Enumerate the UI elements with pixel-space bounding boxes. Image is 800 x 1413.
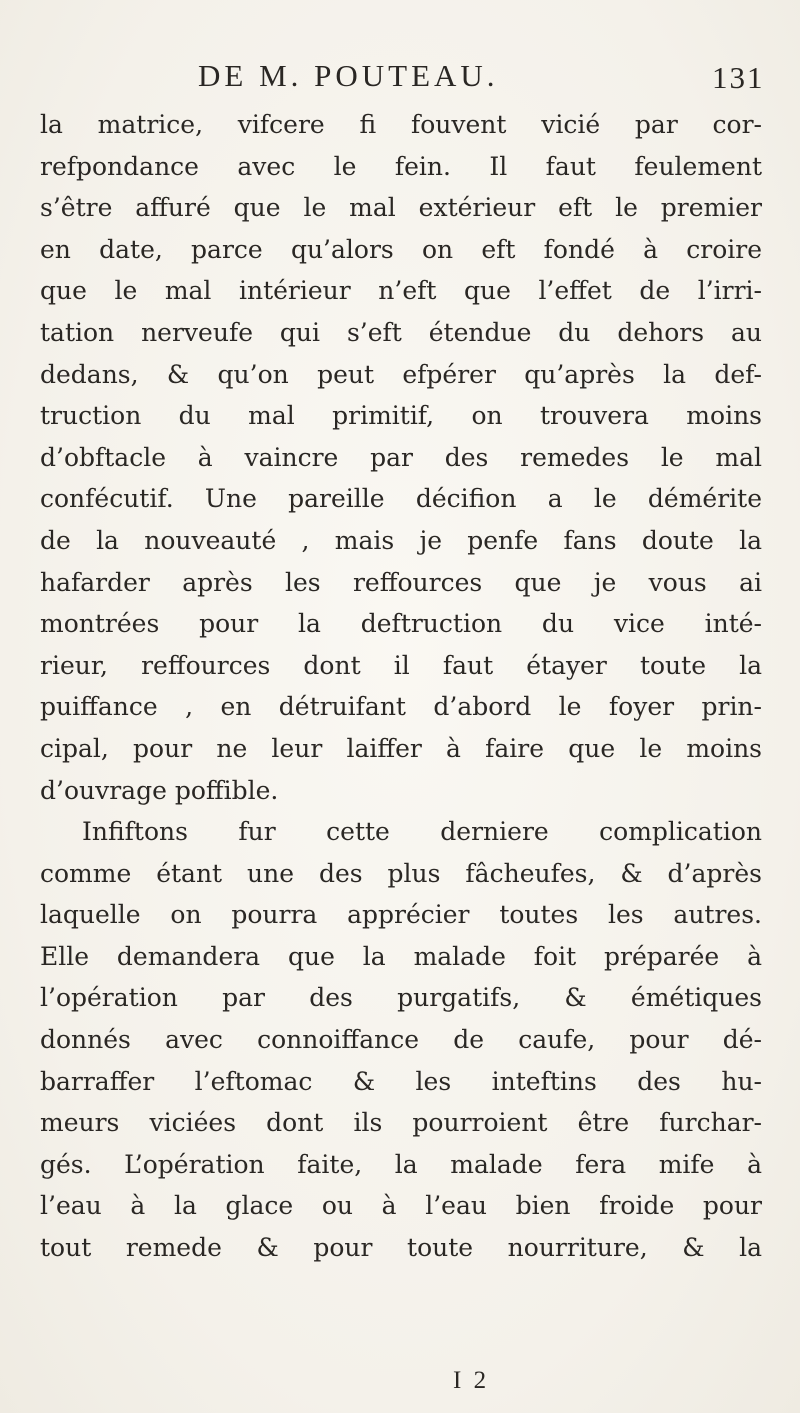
text-line: laquelle on pourra apprécier toutes les autres. — [40, 900, 762, 930]
text-line: confécutif. Une pareille décifion a le démérite — [40, 484, 762, 514]
text-line: que le mal intérieur n’eft que l’effet de l’irri- — [40, 276, 762, 306]
text-line: l’eau à la glace ou à l’eau bien froide pour — [40, 1191, 762, 1221]
text-line: refpondance avec le fein. Il faut feulement — [40, 151, 762, 181]
running-title: DE M. POUTEAU. — [198, 58, 499, 93]
text-line: tation nerveufe qui s’eft étendue du dehors au — [40, 317, 762, 347]
text-line: comme étant une des plus fâcheufes, & d’après — [40, 858, 762, 888]
text-line: truction du mal primitif, on trouvera moins — [40, 401, 762, 431]
signature-mark: I 2 — [453, 1367, 490, 1394]
text-line: hafarder après les reffources que je vous ai — [40, 567, 762, 597]
text-line: rieur, reffources dont il faut étayer toute la — [40, 650, 762, 680]
text-line: de la nouveauté , mais je penfe fans doute la — [40, 525, 762, 555]
page-number: 131 — [712, 60, 765, 95]
body-text — [40, 104, 762, 1269]
text-line: gés. L’opération faite, la malade fera mife à — [40, 1149, 762, 1179]
running-head — [0, 58, 800, 98]
text-line: dedans, & qu’on peut efpérer qu’après la def- — [40, 359, 762, 389]
text-line: Elle demandera que la malade foit préparée à — [40, 941, 762, 971]
text-line: s’être affuré que le mal extérieur eft le premier — [40, 193, 762, 223]
text-line: montrées pour la deftruction du vice inté- — [40, 609, 762, 639]
text-line: meurs viciées dont ils pourroient être furchar- — [40, 1108, 762, 1138]
text-line: donnés avec connoiffance de caufe, pour dé- — [40, 1025, 762, 1055]
text-line: barraffer l’eftomac & les inteftins des hu- — [40, 1066, 762, 1096]
text-line: tout remede & pour toute nourriture, & la — [40, 1233, 762, 1263]
text-line: puiffance , en détruifant d’abord le foyer prin- — [40, 692, 762, 722]
paragraph-end-line: d’ouvrage poffible. — [40, 775, 279, 805]
paragraph-start-line: Infiftons fur cette derniere complication — [82, 817, 762, 847]
text-line: d’obftacle à vaincre par des remedes le mal — [40, 442, 762, 472]
text-line: cipal, pour ne leur laiffer à faire que le moins — [40, 733, 762, 763]
text-line: l’opération par des purgatifs, & émétiques — [40, 983, 762, 1013]
text-line: en date, parce qu’alors on eft fondé à croire — [40, 234, 762, 264]
text-line: la matrice, vifcere fi fouvent vicié par cor- — [40, 110, 762, 139]
